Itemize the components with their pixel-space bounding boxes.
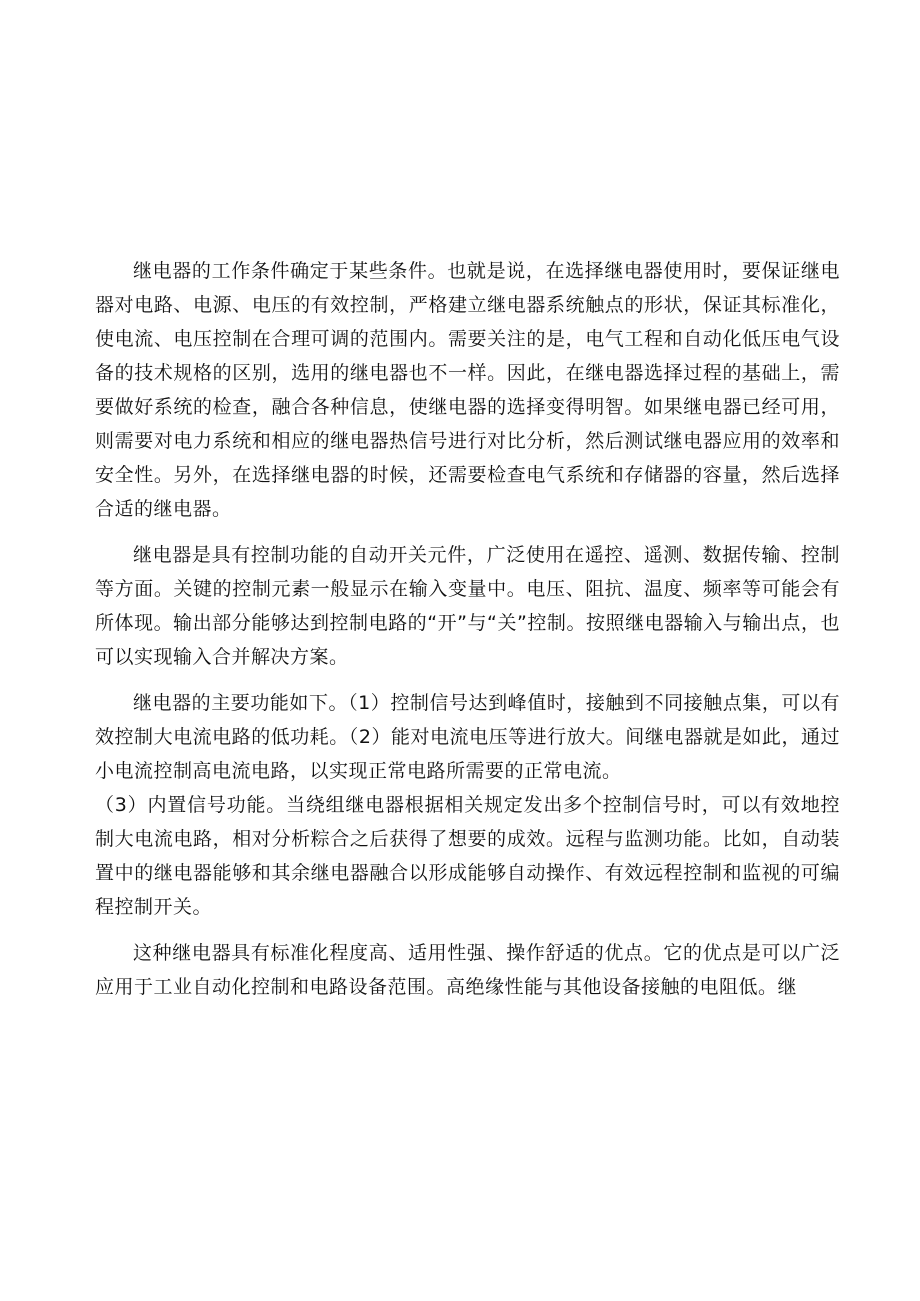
body-text <box>95 254 840 1004</box>
paragraph-relay-advantages: 这种继电器具有标准化程度高、适用性强、操作舒适的优点。它的优点是可以广泛应用于工业自动化控制和电路设备范围。高绝缘性能与其他设备接触的电阻低。继 <box>95 942 840 998</box>
paragraph-relay-function-3: （3）内置信号功能。当绕组继电器根据相关规定发出多个控制信号时，可以有效地控制大电流电路，相对分析粽合之后获得了想要的成效。远程与监测功能。比如，自动装置中的继电器能够和其余继电器融合以形成能够自动操作、有效远程控制和监视的可编程控制开关。 <box>95 794 840 918</box>
paragraph-relay-definition: 继电器是具有控制功能的自动开关元件，广泛使用在遥控、遥测、数据传输、控制等方面。关键的控制元素一般显示在输入变量中。电压、阻抗、温度、频率等可能会有所体现。输出部分能够达到控制电路的“开”与“关”控制。按照继电器输入与输出点，也可以实现输入合并解决方案。 <box>95 544 840 668</box>
paragraph-relay-functions: 继电器的主要功能如下。（1）控制信号达到峰值时，接触到不同接触点集，可以有效控制大电流电路的低功耗。（2）能对电流电压等进行放大。间继电器就是如此，通过小电流控制高电流电路，以实现正常电路所需要的正常电流。 <box>95 692 840 782</box>
paragraph-relay-selection: 继电器的工作条件确定于某些条件。也就是说，在选择继电器使用时，要保证继电器对电路、电源、电压的有效控制，严格建立继电器系统触点的形状，保证其标准化，使电流、电压控制在合理可调的范围内。需要关注的是，电气工程和自动化低压电气设备的技术规格的区别，选用的继电器也不一样。因此，在继电器选择过程的基础上，需要做好系统的检查，融合各种信息，使继电器的选择变得明智。如果继电器已经可用，则需要对电力系统和相应的继电器热信号进行对比分析，然后测试继电器应用的效率和安全性。另外，在选择继电器的时候，还需要检查电气系统和存储器的容量，然后选择合适的继电器。 <box>95 260 840 520</box>
